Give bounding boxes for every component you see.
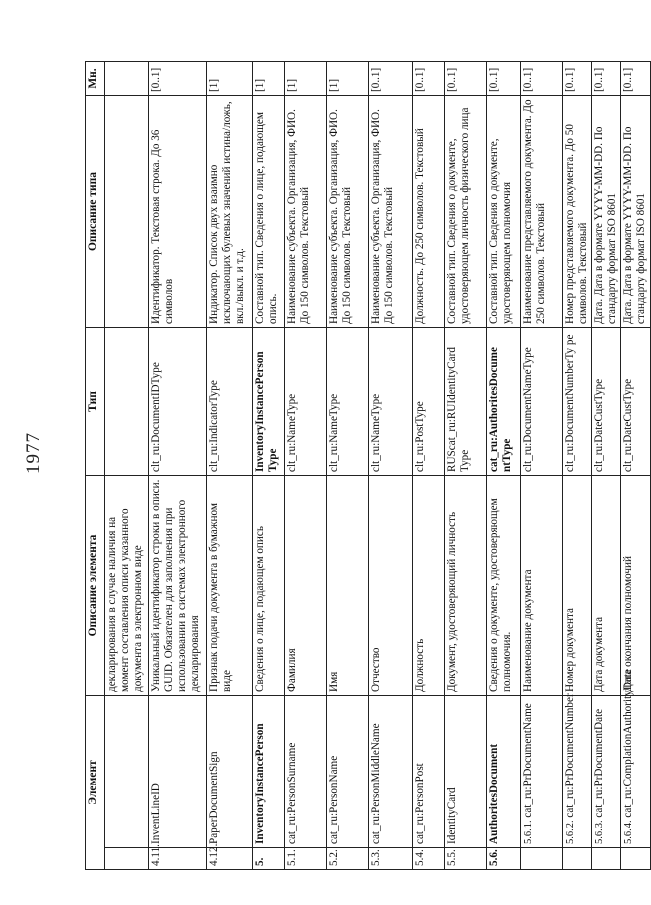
element-type: clt_ru:PostType — [413, 327, 445, 475]
element-type: InventoryInstancePerson Type — [253, 327, 285, 475]
element-type: clt_ru:NameType — [369, 327, 413, 475]
element-type: clt_ru:DateCustType — [621, 327, 650, 475]
row-number — [105, 848, 149, 870]
element-type: clt_ru:DateCustType — [592, 327, 621, 475]
element-name: cat_ru:PersonPost — [413, 695, 445, 847]
row-number: 5.6. — [487, 848, 521, 870]
indent-cell — [563, 848, 592, 870]
type-description: Наименование субъекта. Организация, ФИО. До 150 символов. Текстовый — [285, 95, 327, 327]
multiplicity: [0..1] — [563, 61, 592, 95]
row-number: 5.6.2. — [565, 820, 576, 844]
element-cell — [521, 695, 563, 847]
element-name: cat_ru:PrDocumentDate — [593, 708, 606, 818]
table-container — [85, 62, 648, 870]
row-number: 5.2. — [327, 848, 369, 870]
element-type: clt_ru:DocumentNumberTy pe — [563, 327, 592, 475]
row-number: 4.12. — [207, 848, 253, 870]
row-number: 5.5. — [445, 848, 487, 870]
element-name: PaperDocumentSign — [207, 695, 253, 847]
element-description: Должность — [413, 475, 445, 695]
element-name: cat_ru:ComplationAuthorityDate — [622, 669, 635, 818]
header-type: Тип — [86, 327, 105, 475]
element-description: Дата окончания полномочий — [621, 475, 650, 695]
element-cell — [563, 695, 592, 847]
element-description: Номер документа — [563, 475, 592, 695]
type-description: Составной тип. Сведения о документе, удостоверяющем полномочия — [487, 95, 521, 327]
table-row — [521, 61, 563, 869]
multiplicity: [1] — [285, 61, 327, 95]
table-row — [621, 61, 650, 869]
element-name: cat_ru:PrDocumentNumber — [564, 693, 576, 818]
type-description: Составной тип. Сведения о лице, подающем опись. — [253, 95, 285, 327]
element-type: clt_ru:NameType — [327, 327, 369, 475]
multiplicity: [0..1] — [592, 61, 621, 95]
multiplicity: [1] — [327, 61, 369, 95]
element-description: Сведения о лице, подающем опись — [253, 475, 285, 695]
element-description: Дата документа — [592, 475, 621, 695]
type-description: Дата. Дата в формате YYYY-MM-DD. По стандарту формат ISO 8601 — [592, 95, 621, 327]
type-description — [105, 95, 149, 327]
header-element: Элемент — [86, 695, 105, 869]
row-number: 5.1. — [285, 848, 327, 870]
table-row — [487, 61, 521, 869]
element-description: Отчество — [369, 475, 413, 695]
multiplicity: [1] — [253, 61, 285, 95]
table-row — [207, 61, 253, 869]
page-number: 1977 — [23, 432, 44, 474]
element-cell — [592, 695, 621, 847]
table-row — [563, 61, 592, 869]
multiplicity: [0..1] — [149, 61, 207, 95]
header-type-description: Описание типа — [86, 95, 105, 327]
table-row — [445, 61, 487, 869]
table-row — [592, 61, 621, 869]
element-description: Уникальный идентификатор строки в описи. GUID. Обязателен для заполнения при использовании в системах электронного декларирования — [149, 475, 207, 695]
table-row — [253, 61, 285, 869]
element-name: cat_ru:PersonMiddleName — [369, 695, 413, 847]
table-row — [413, 61, 445, 869]
type-description: Идентификатор. Текстовая строка. До 36 символов — [149, 95, 207, 327]
type-description: Наименование субъекта. Организация, ФИО. До 150 символов. Текстовый — [327, 95, 369, 327]
multiplicity: [0..1] — [445, 61, 487, 95]
table-row — [105, 61, 149, 869]
type-description: Дата. Дата в формате YYYY-MM-DD. По стандарту формат ISO 8601 — [621, 95, 650, 327]
element-name — [105, 695, 149, 847]
multiplicity: [0..1] — [521, 61, 563, 95]
indent-cell — [521, 848, 563, 870]
element-description: Наименование документа — [521, 475, 563, 695]
header-description: Описание элемента — [86, 475, 105, 695]
type-description: Наименование субъекта. Организация, ФИО. До 150 символов. Текстовый — [369, 95, 413, 327]
table-body — [105, 61, 651, 869]
element-description: Документ, удостоверяющий личность — [445, 475, 487, 695]
multiplicity: [0..1] — [413, 61, 445, 95]
element-description: Признак подачи документа в бумажном виде — [207, 475, 253, 695]
row-number: 5. — [253, 848, 285, 870]
element-name: InventoryInstancePerson — [253, 695, 285, 847]
type-description: Должность. До 250 символов. Текстовый — [413, 95, 445, 327]
table-header-row — [86, 61, 105, 869]
row-number: 5.6.4. — [623, 820, 635, 844]
element-name: cat_ru:PrDocumentName — [522, 703, 534, 818]
element-type: RUScat_ru:RUIdentityCard Type — [445, 327, 487, 475]
element-type: clt_ru:DocumentIDType — [149, 327, 207, 475]
element-name: InventLineID — [149, 695, 207, 847]
table-row — [369, 61, 413, 869]
element-description: Имя — [327, 475, 369, 695]
element-name: cat_ru:PersonName — [327, 695, 369, 847]
table-row — [285, 61, 327, 869]
spec-table — [85, 61, 651, 870]
element-description: Фамилия — [285, 475, 327, 695]
type-description: Номер представляемого документа. До 50 символов. Текстовый — [563, 95, 592, 327]
multiplicity: [1] — [207, 61, 253, 95]
row-number: 5.4. — [413, 848, 445, 870]
row-number: 5.6.1. — [523, 820, 534, 844]
type-description: Индикатор. Список двух взаимно исключающих булевых значений истина/ложь, вкл./выкл. и т.д. — [207, 95, 253, 327]
element-name: AuthoritesDocument — [487, 695, 521, 847]
element-type: clt_ru:NameType — [285, 327, 327, 475]
element-type — [105, 327, 149, 475]
indent-cell — [592, 848, 621, 870]
element-name: IdentityCard — [445, 695, 487, 847]
element-description: декларирования в случае наличия на момент составления описи указанного документа в электронном виде — [105, 475, 149, 695]
element-description: Сведения о документе, удостоверяющем полномочия. — [487, 475, 521, 695]
element-type: cat_ru:AuthoritesDocume ntType — [487, 327, 521, 475]
element-cell — [621, 669, 650, 847]
multiplicity: [0..1] — [487, 61, 521, 95]
table-region — [85, 62, 648, 870]
element-name: cat_ru:PersonSurname — [285, 695, 327, 847]
element-type: clt_ru:DocumentNameType — [521, 327, 563, 475]
multiplicity: [0..1] — [369, 61, 413, 95]
row-number: 4.11. — [149, 848, 207, 870]
multiplicity — [105, 61, 149, 95]
table-row — [327, 61, 369, 869]
row-number: 5.6.3. — [594, 820, 606, 844]
table-row — [149, 61, 207, 869]
indent-cell — [621, 848, 650, 870]
multiplicity: [0..1] — [621, 61, 650, 95]
type-description: Составной тип. Сведения о документе, удостоверяющем личность физического лица — [445, 95, 487, 327]
element-type: clt_ru:IndicatorType — [207, 327, 253, 475]
row-number: 5.3. — [369, 848, 413, 870]
type-description: Наименование представляемого документа. До 250 символов. Текстовый — [521, 95, 563, 327]
header-multiplicity: Мн. — [86, 61, 105, 95]
